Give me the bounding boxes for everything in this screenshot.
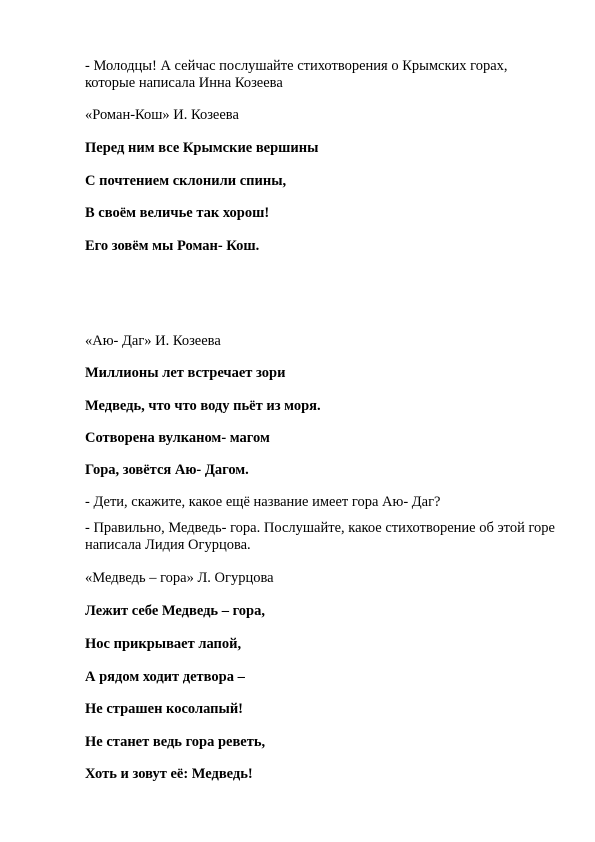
poem-title-ayu-dag: «Аю- Даг» И. Козеева: [85, 333, 221, 349]
poem-line: Гора, зовётся Аю- Дагом.: [85, 462, 249, 478]
intro-paragraph: - Молодцы! А сейчас послушайте стихотворения о Крымских горах, которые написала Инна Козеева: [85, 58, 508, 91]
poem-line: Сотворена вулканом- магом: [85, 430, 270, 446]
poem-line: Нос прикрывает лапой,: [85, 636, 242, 652]
intro-paragraph-2: - Правильно, Медведь- гора. Послушайте, какое стихотворение об этой горе написала Лидия Огурцова.: [85, 520, 555, 553]
poem-line: Лежит себе Медведь – гора,: [85, 603, 265, 619]
poem-line: В своём величье так хорош!: [85, 205, 270, 221]
poem-line: Хоть и зовут её: Медведь!: [85, 766, 253, 782]
poem-line: Перед ним все Крымские вершины: [85, 140, 319, 156]
poem-title-medved-gora: «Медведь – гора» Л. Огурцова: [85, 570, 274, 586]
poem-line: Миллионы лет встречает зори: [85, 365, 286, 381]
poem-line: А рядом ходит детвора –: [85, 669, 245, 685]
poem-line: Не страшен косолапый!: [85, 701, 244, 717]
poem-line: Его зовём мы Роман- Кош.: [85, 238, 260, 254]
poem-line: Медведь, что что воду пьёт из моря.: [85, 398, 321, 414]
question-paragraph: - Дети, скажите, какое ещё название имеет гора Аю- Даг?: [85, 494, 441, 510]
poem-line: С почтением склонили спины,: [85, 173, 287, 189]
poem-line: Не станет ведь гора реветь,: [85, 734, 266, 750]
poem-title-roman-kosh: «Роман-Кош» И. Козеева: [85, 107, 239, 123]
